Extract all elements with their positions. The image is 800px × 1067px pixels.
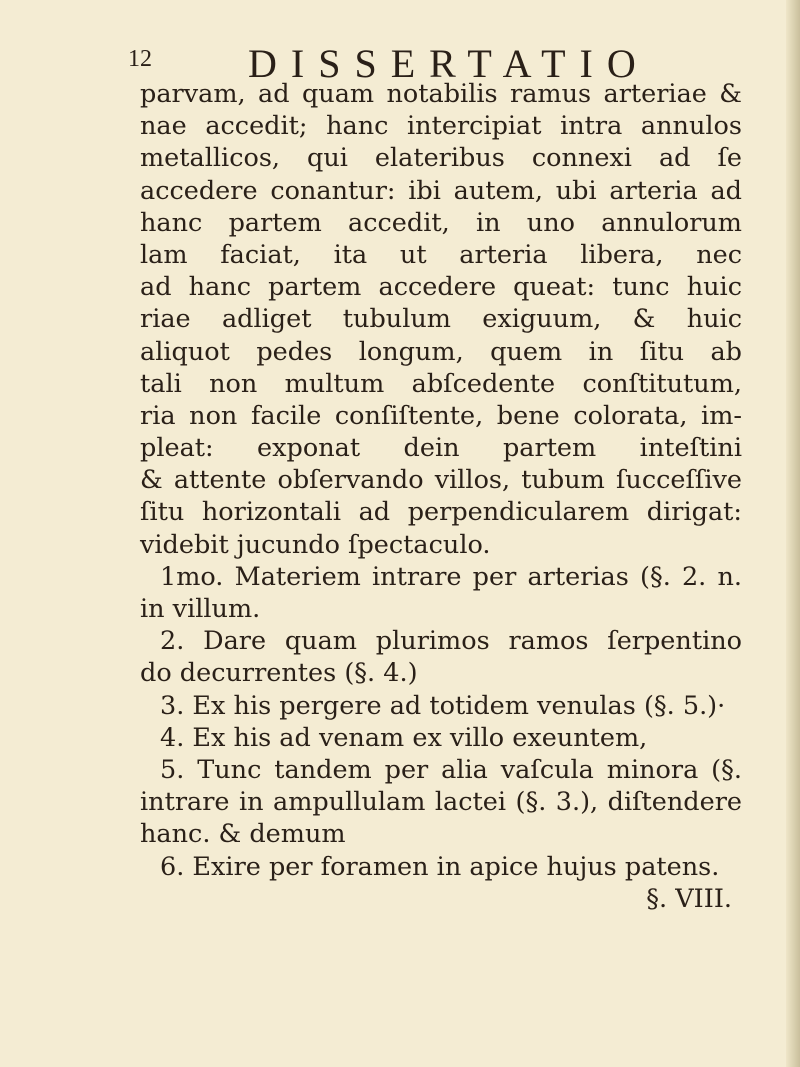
text-line: pleat: exponat dein partem inteſtini	[140, 433, 742, 464]
text-line: hanc. & demum	[140, 819, 346, 850]
body-text	[140, 78, 742, 915]
text-line: tali non multum abſcedente conſtitutum,	[140, 368, 742, 399]
text-line: 3. Ex his pergere ad totidem venulas (§. 5.)·	[160, 690, 726, 721]
page-number: 12	[128, 46, 152, 72]
text-line: & attente obſervando villos, tubum ſucceſſive	[140, 465, 742, 496]
text-line: aliquot pedes longum, quem in ſitu ab	[140, 336, 742, 367]
text-line: accedere conantur: ibi autem, ubi arteria ad	[140, 175, 742, 206]
text-line: do decurrentes (§. 4.)	[140, 658, 418, 689]
text-line: metallicos, qui elateribus connexi ad ſe	[140, 143, 742, 174]
text-line: lam faciat, ita ut arteria libera, nec	[140, 239, 742, 270]
text-line: 6. Exire per foramen in apice hujus patens.	[160, 851, 720, 882]
text-line: ſitu horizontali ad perpendicularem dirigat:	[140, 497, 742, 528]
text-line: parvam, ad quam notabilis ramus arteriae &	[140, 79, 742, 109]
text-line: hanc partem accedit, in uno annulorum	[140, 207, 742, 238]
text-line: videbit jucundo ſpectaculo.	[140, 529, 491, 560]
text-line: ria non facile conſiſtente, bene colorata, im-	[140, 400, 742, 431]
running-title: DISSERTATIO	[248, 41, 650, 86]
text-line: ad hanc partem accedere queat: tunc huic	[140, 272, 742, 303]
text-line: 4. Ex his ad venam ex villo exeuntem,	[160, 722, 648, 753]
page-edge	[786, 0, 800, 1067]
catchword: §. VIII.	[646, 883, 732, 914]
text-line: intrare in ampullulam lactei (§. 3.), diſtendere	[140, 787, 742, 818]
text-line: 5. Tunc tandem per alia vaſcula minora (§.	[160, 754, 742, 785]
text-line: nae accedit; hanc intercipiat intra annulos	[140, 111, 742, 142]
text-line: 1mo. Materiem intrare per arterias (§. 2. n.	[160, 561, 742, 592]
text-line: riae adliget tubulum exiguum, & huic	[140, 304, 742, 335]
text-line: 2. Dare quam plurimos ramos ſerpentino	[160, 626, 742, 657]
text-line: in villum.	[140, 594, 261, 624]
